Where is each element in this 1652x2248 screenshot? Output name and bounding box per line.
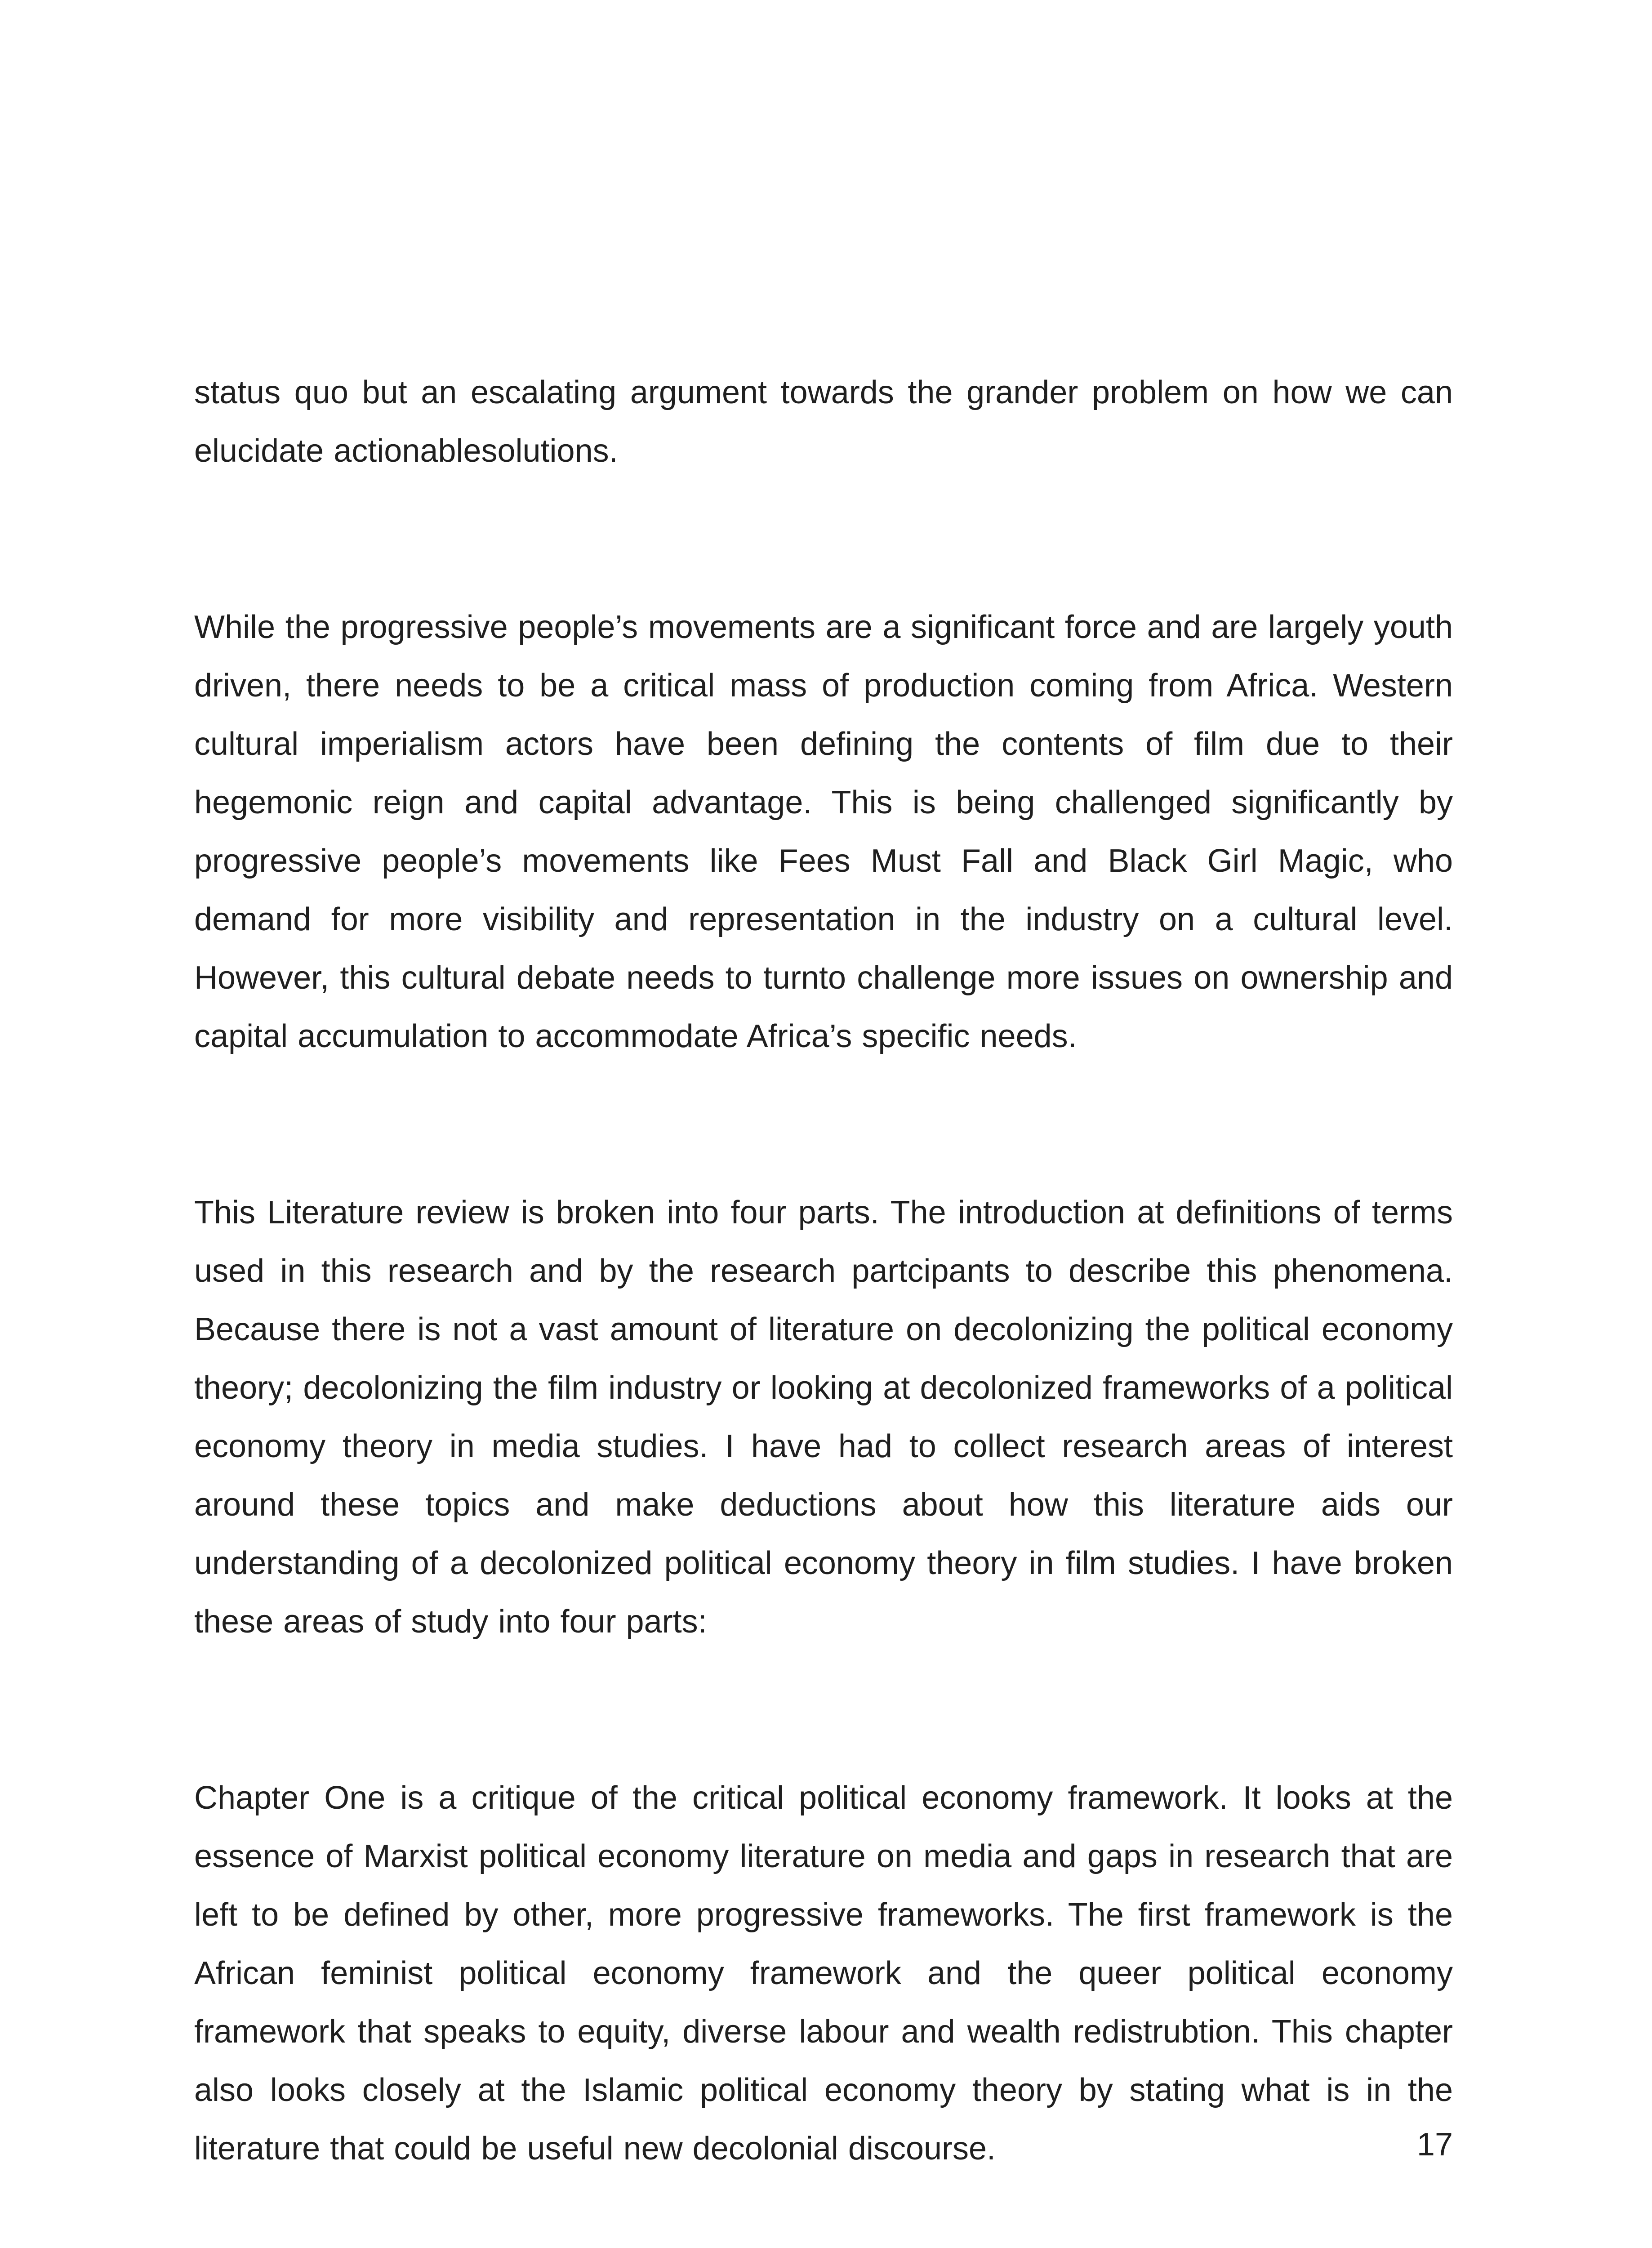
paragraph-4: Chapter One is a critique of the critical political economy framework. It looks at the essence of Marxist political economy literature on media and gaps in research that are left to be defined by other, more progressive frameworks. The first framework is the African feminist political economy framework and the queer political economy framework that speaks to equity, diverse labour and wealth redistrubtion. This chapter also looks closely at the Islamic political economy theory by stating what is in the literature that could be useful new decolonial discourse. (194, 1780, 1453, 2167)
paragraph-1: status quo but an escalating argument towards the grander problem on how we can elucidate actionablesolutions. (194, 375, 1453, 469)
paragraph-3: This Literature review is broken into four parts. The introduction at definitions of terms used in this research and by the research partcipants to describe this phenomena. Because there is not a vast amount of literature on decolonizing the political economy theory; decolonizing the film industry or looking at decolonized frameworks of a political economy theory in media studies. I have had to collect research areas of interest around these topics and make deductions about how this literature aids our understanding of a decolonized political economy theory in film studies. I have broken these areas of study into four parts: (194, 1195, 1453, 1640)
paragraph-2: While the progressive people’s movements are a significant force and are largely youth driven, there needs to be a critical mass of production coming from Africa. Western cultural imperialism actors have been defining the contents of film due to their hegemonic reign and capital advantage. This is being challenged significantly by progressive people’s movements like Fees Must Fall and Black Girl Magic, who demand for more visibility and representation in the industry on a cultural level. However, this cultural debate needs to turnto challenge more issues on ownership and capital accumulation to accommodate Africa’s specific needs. (194, 609, 1453, 1054)
text-body (194, 363, 1453, 2248)
page-number: 17 (1416, 2127, 1453, 2163)
